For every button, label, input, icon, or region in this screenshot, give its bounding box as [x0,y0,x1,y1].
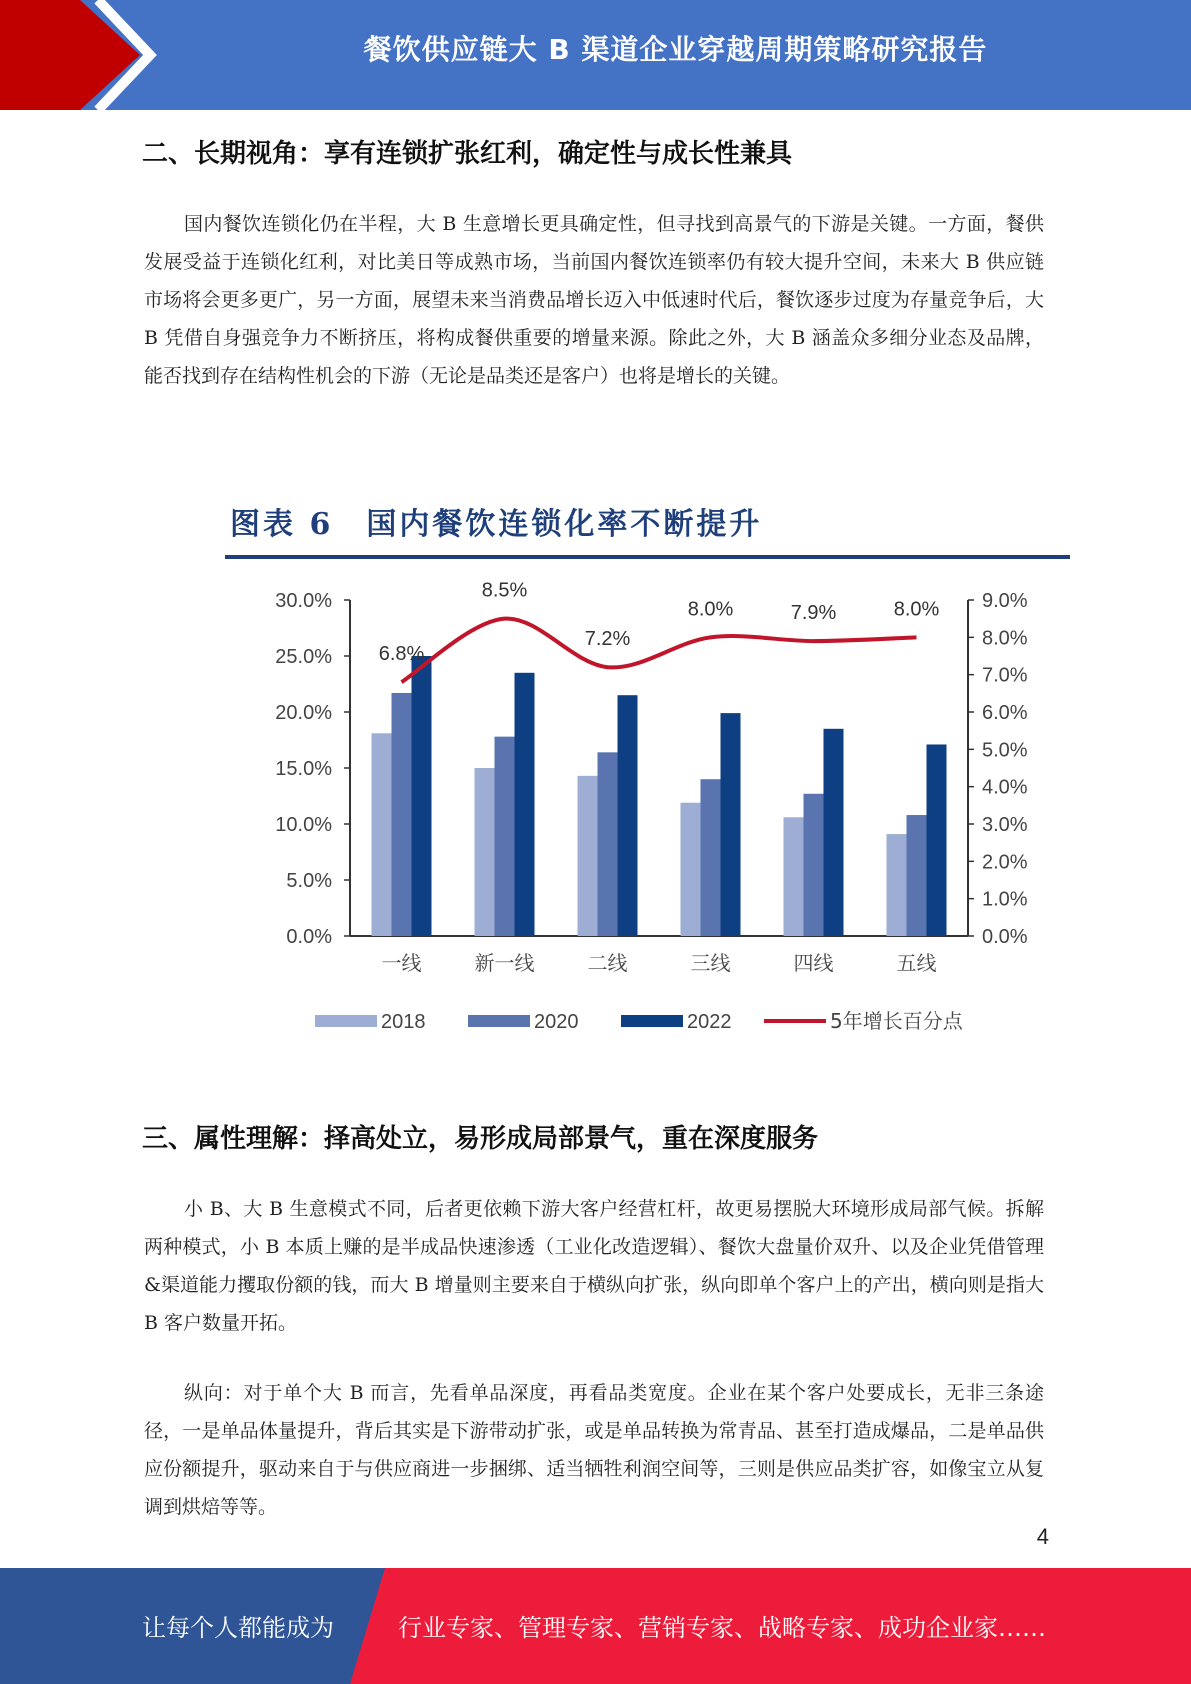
line-data-label: 8.0% [687,598,734,621]
bar-2020 [495,737,515,936]
footer-slogan-left: 让每个人都能成为 [142,1614,334,1642]
section-2-title: 二、长期视角：享有连锁扩张红利，确定性与成长性兼具 [142,139,793,169]
section-3-title: 三、属性理解：择高处立，易形成局部景气，重在深度服务 [142,1124,819,1154]
legend-label-line: 5年增长百分点 [830,1009,963,1033]
x-tick-label: 五线 [896,951,937,975]
bar-2020 [598,752,618,936]
x-tick-label: 二线 [587,951,628,975]
header-arrow-decoration [0,0,220,110]
legend-label-2020: 2020 [534,1011,579,1033]
bar-2020 [907,815,927,936]
line-growth-points [402,619,917,683]
bar-2018 [887,834,907,936]
legend-swatch-2022 [621,1015,683,1027]
y-left-tick-label: 5.0% [286,870,332,892]
bar-2020 [804,794,824,936]
line-data-label: 6.8% [378,643,425,666]
bar-2020 [701,779,721,936]
y-left-tick-label: 25.0% [275,646,332,668]
y-right-tick-label: 2.0% [982,851,1028,874]
legend-label-2018: 2018 [381,1011,426,1033]
bar-2022 [721,713,741,936]
y-left-tick-label: 10.0% [275,814,332,836]
line-data-label: 8.5% [481,579,528,602]
bar-2018 [784,817,804,936]
section-3-paragraph-1: 小 B、大 B 生意模式不同，后者更依赖下游大客户经营杠杆，故更易摆脱大环境形成局部气候。拆解两种模式，小 B 本质上赚的是半成品快速渗透（工业化改造逻辑）、餐饮大盘量价双升、以及企业凭借管理&渠道能力攫取份额的钱，而大 B 增量则主要来自于横纵向扩张，纵向即单个客户上的产出，横向则是指大 B 客户数量开拓。 [144,1198,1044,1334]
y-right-tick-label: 3.0% [982,814,1028,836]
x-tick-label: 新一线 [474,951,535,975]
bar-2018 [681,803,701,936]
bar-2018 [578,776,598,936]
y-right-tick-label: 0.0% [982,926,1028,948]
line-data-label: 7.9% [790,602,837,625]
page-number: 4 [1036,1524,1049,1549]
figure-6 [190,485,1090,1060]
y-left-tick-label: 30.0% [275,590,332,612]
y-right-tick-label: 7.0% [982,664,1028,687]
y-right-tick-label: 8.0% [982,627,1028,650]
section-2-paragraph: 国内餐饮连锁化仍在半程，大 B 生意增长更具确定性，但寻找到高景气的下游是关键。一方面，餐供发展受益于连锁化红利，对比美日等成熟市场，当前国内餐饮连锁率仍有较大提升空间，未来大 B 供应链市场将会更多更广，另一方面，展望未来当消费品增长迈入中低速时代后，餐饮逐步过度为存量竞争后，大 B 凭借自身强竞争力不断挤压，将构成餐供重要的增量来源。除此之外，大 B 涵盖众多细分业态及品牌，能否找到存在结构性机会的下游（无论是品类还是客户）也将是增长的关键。 [144,213,1044,387]
chart-svg [190,485,1090,1060]
figure-title: 图表 6 国内餐饮连锁化率不断提升 [230,507,763,542]
section-3-paragraph-2: 纵向：对于单个大 B 而言，先看单品深度，再看品类宽度。企业在某个客户处要成长，无非三条途径，一是单品体量提升，背后其实是下游带动扩张，或是单品转换为常青品、甚至打造成爆品，二是单品供应份额提升，驱动来自于与供应商进一步捆绑、适当牺牲利润空间等，三则是供应品类扩容，如像宝立从复调到烘焙等等。 [144,1382,1044,1518]
x-tick-label: 三线 [690,951,731,975]
y-left-tick-label: 20.0% [275,702,332,724]
bar-2022 [618,695,638,936]
legend-label-2022: 2022 [687,1011,732,1033]
line-data-label: 8.0% [893,598,940,621]
report-title: 餐饮供应链大 B 渠道企业穿越周期策略研究报告 [363,33,988,66]
legend-swatch-2020 [468,1015,530,1027]
bar-2018 [372,733,392,936]
y-right-tick-label: 4.0% [982,776,1028,799]
bar-2022 [515,673,535,936]
legend-swatch-2018 [315,1015,377,1027]
report-header [0,0,1191,110]
y-right-tick-label: 9.0% [982,590,1028,612]
bar-2020 [392,693,412,936]
y-right-tick-label: 1.0% [982,888,1028,911]
bar-2022 [927,744,947,936]
line-data-label: 7.2% [584,628,631,651]
footer-slogan-right: 行业专家、管理专家、营销专家、战略专家、成功企业家…… [398,1614,1046,1642]
bar-2022 [824,729,844,936]
x-tick-label: 一线 [381,951,422,975]
y-left-tick-label: 15.0% [275,758,332,780]
footer-banner [0,1568,1191,1684]
y-left-tick-label: 0.0% [286,926,332,948]
x-tick-label: 四线 [793,951,834,975]
bar-2018 [475,768,495,936]
bar-2022 [412,656,432,936]
y-right-tick-label: 5.0% [982,739,1028,762]
y-right-tick-label: 6.0% [982,702,1028,724]
